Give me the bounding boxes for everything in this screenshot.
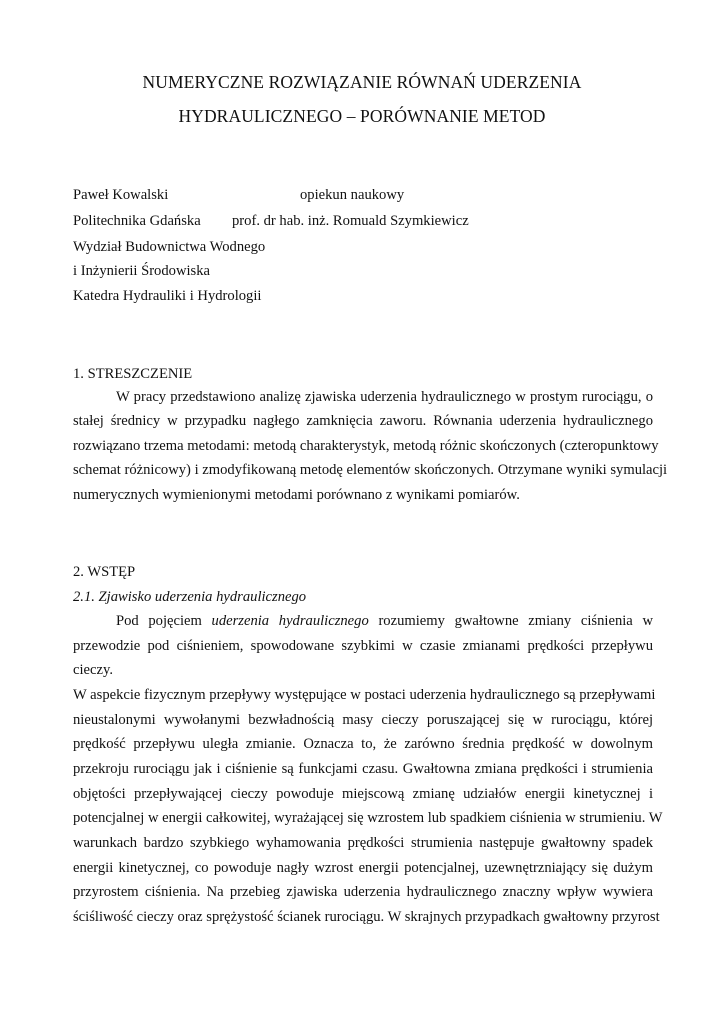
intro-p1-first-line	[116, 613, 653, 630]
intro-p1-term: uderzenia hydraulicznego	[211, 613, 369, 629]
intro-p2-line: przyrostem ciśnienia. Na przebieg zjawiska uderzenia hydraulicznego znaczny wpływ wywiera	[73, 884, 653, 900]
title-line-2: HYDRAULICZNEGO – PORÓWNANIE METOD	[178, 106, 546, 126]
title-line-1: NUMERYCZNE ROZWIĄZANIE RÓWNAŃ UDERZENIA	[142, 72, 582, 92]
intro-p2-line: prędkość przepływu uległa zmianie. Oznacza to, że zarówno średnia prędkość w dowolnym	[73, 736, 653, 752]
author-university: Politechnika Gdańska	[73, 213, 201, 229]
intro-p1-line: przewodzie pod ciśnieniem, spowodowane szybkimi w czasie zmianami prędkości przepływu	[73, 638, 653, 654]
author-faculty-2: i Inżynierii Środowiska	[73, 263, 210, 279]
intro-p2-line: objętości przepływającej cieczy powoduje miejscową zmianę udziałów energii kinetycznej i	[73, 786, 653, 802]
intro-p1-line: cieczy.	[73, 662, 113, 678]
intro-subheading: 2.1. Zjawisko uderzenia hydraulicznego	[73, 589, 307, 605]
intro-p1-before: Pod pojęciem	[116, 613, 202, 629]
author-name: Paweł Kowalski	[73, 187, 169, 203]
intro-heading: 2. WSTĘP	[73, 564, 136, 580]
author-faculty-1: Wydział Budownictwa Wodnego	[73, 239, 266, 255]
intro-p2-line: W aspekcie fizycznym przepływy występujące w postaci uderzenia hydraulicznego są przepływami	[73, 687, 656, 703]
intro-p2-line: warunkach bardzo szybkiego wyhamowania prędkości strumienia następuje gwałtowny spadek	[73, 835, 653, 851]
intro-p2-line: ściśliwość cieczy oraz sprężystość ścianek rurociągu. W skrajnych przypadkach gwałtowny przyrost	[73, 909, 660, 925]
abstract-line: W pracy przedstawiono analizę zjawiska uderzenia hydraulicznego w prostym rurociągu, o	[116, 389, 653, 405]
supervisor-name: prof. dr hab. inż. Romuald Szymkiewicz	[232, 213, 469, 229]
abstract-heading: 1. STRESZCZENIE	[73, 366, 193, 382]
intro-p2-line: energii kinetycznej, co powoduje nagły wzrost energii potencjalnej, uzewnętrzniający się dużym	[73, 860, 653, 876]
supervisor-role: opiekun naukowy	[300, 187, 405, 203]
intro-p2-line: nieustalonymi wywołanymi bezwładnością masy cieczy poruszającej się w rurociągu, której	[73, 712, 653, 728]
abstract-line: stałej średnicy w przypadku nagłego zamknięcia zaworu. Równania uderzenia hydraulicznego	[73, 413, 653, 429]
abstract-line: rozwiązano trzema metodami: metodą charakterystyk, metodą różnic skończonych (czteropunktowy	[73, 438, 659, 454]
abstract-line: schemat różnicowy) i zmodyfikowaną metodę elementów skończonych. Otrzymane wyniki symulacji	[73, 462, 668, 478]
intro-p2-line: przekroju rurociągu jak i ciśnienie są funkcjami czasu. Gwałtowna zmiana prędkości i strumienia	[73, 761, 653, 777]
intro-p2-line: potencjalnej w energii całkowitej, wyrażającej się wzrostem lub spadkiem ciśnienia w strumieniu. W	[73, 810, 663, 826]
intro-p1-after: rozumiemy gwałtowne zmiany ciśnienia w	[378, 613, 653, 629]
abstract-line: numerycznych wymienionymi metodami porównano z wynikami pomiarów.	[73, 487, 520, 503]
author-department: Katedra Hydrauliki i Hydrologii	[73, 288, 262, 304]
